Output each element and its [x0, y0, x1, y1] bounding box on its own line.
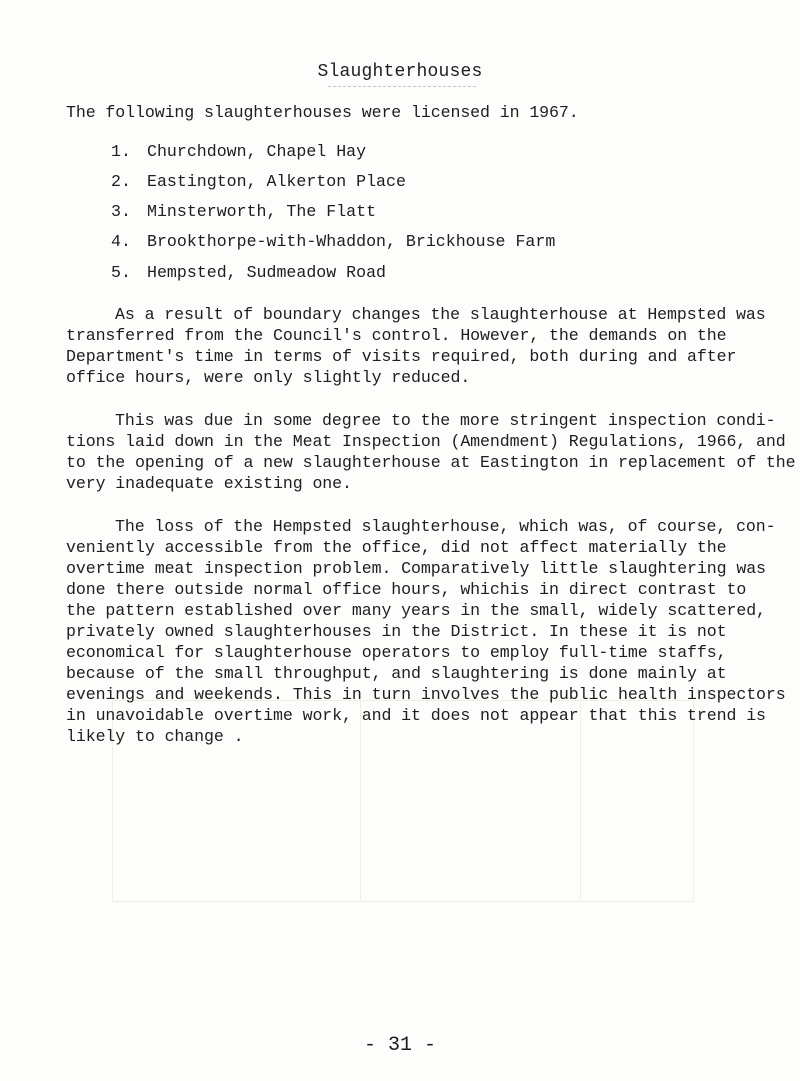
- intro-line: The following slaughterhouses were licensed in 1967.: [66, 103, 579, 122]
- page-number: - 31 -: [363, 1034, 436, 1057]
- paragraph-line: Department's time in terms of visits required, both during and after: [66, 347, 737, 366]
- paragraph-line: very inadequate existing one.: [66, 474, 352, 493]
- paragraph-line: likely to change .: [66, 727, 244, 746]
- paragraph-line: office hours, were only slightly reduced.: [66, 368, 471, 387]
- paragraph-line: The loss of the Hempsted slaughterhouse, which was, of course, con-: [115, 517, 776, 536]
- paragraph-line: privately owned slaughterhouses in the District. In these it is not: [66, 622, 727, 641]
- paragraph-line: in unavoidable overtime work, and it does not appear that this trend is: [66, 706, 766, 725]
- list-item-name: Hempsted, Sudmeadow Road: [147, 263, 386, 282]
- list-item-number: 5.: [111, 263, 131, 282]
- list-item-name: Minsterworth, The Flatt: [147, 202, 377, 221]
- list-item-name: Churchdown, Chapel Hay: [147, 142, 367, 161]
- paragraph-line: tions laid down in the Meat Inspection (Amendment) Regulations, 1966, and: [66, 432, 786, 451]
- paragraph-line: transferred from the Council's control. However, the demands on the: [66, 326, 727, 345]
- list-item-name: Eastington, Alkerton Place: [147, 172, 406, 191]
- paragraph-line: because of the small throughput, and slaughtering is done mainly at: [66, 664, 727, 683]
- paragraph-line: to the opening of a new slaughterhouse at Eastington in replacement of the: [66, 453, 796, 472]
- paragraph-line: As a result of boundary changes the slaughterhouse at Hempsted was: [115, 305, 766, 324]
- paragraph-line: done there outside normal office hours, whichis in direct contrast to: [66, 580, 747, 599]
- paragraph-line: overtime meat inspection problem. Comparatively little slaughtering was: [66, 559, 766, 578]
- reverse-page-table-divider: [580, 700, 581, 900]
- paragraph-line: the pattern established over many years in the small, widely scattered,: [66, 601, 766, 620]
- paragraph-line: evenings and weekends. This in turn involves the public health inspectors: [66, 685, 786, 704]
- title-underline: [328, 86, 476, 87]
- paragraph-line: veniently accessible from the office, did not affect materially the: [66, 538, 727, 557]
- reverse-page-table-divider: [360, 700, 361, 900]
- list-item-number: 3.: [111, 202, 131, 221]
- list-item-name: Brookthorpe-with-Whaddon, Brickhouse Farm: [147, 232, 556, 251]
- page-title: Slaughterhouses: [317, 62, 483, 82]
- paragraph-line: economical for slaughterhouse operators to employ full-time staffs,: [66, 643, 727, 662]
- paragraph-line: This was due in some degree to the more stringent inspection condi-: [115, 411, 776, 430]
- list-item-number: 1.: [111, 142, 131, 161]
- list-item-number: 2.: [111, 172, 131, 191]
- list-item-number: 4.: [111, 232, 131, 251]
